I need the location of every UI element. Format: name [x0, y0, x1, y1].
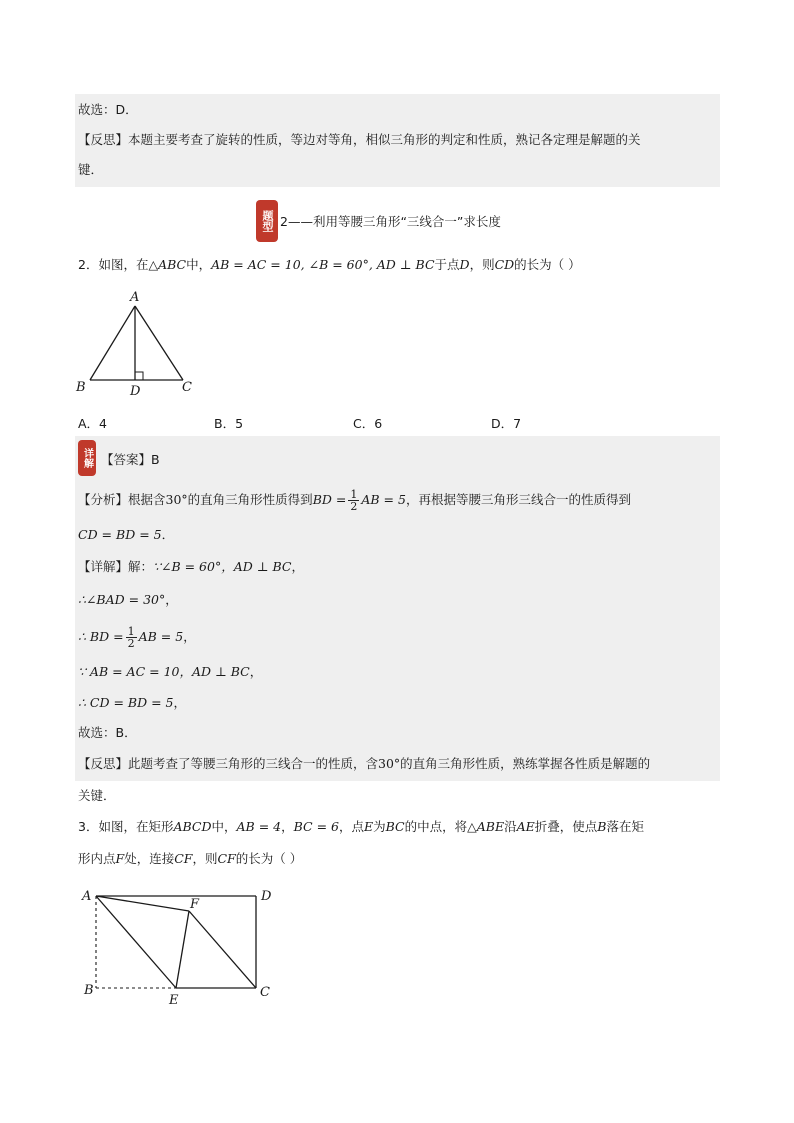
step-3 — [78, 663, 262, 681]
step-3-end: ， — [249, 664, 263, 679]
q2-text-b: 中， — [186, 257, 212, 272]
right-angle-mark — [135, 372, 143, 380]
q3-t7: 沿 — [504, 819, 517, 834]
q2-math-conditions: AB = AC = 10, ∠B = 60°, AD ⊥ BC — [211, 257, 435, 272]
segment-af — [96, 896, 189, 911]
analysis-text-b: 的直角三角形性质得到 — [187, 492, 313, 507]
answer-line: 【答案】B — [101, 452, 160, 467]
q2-text-e: 的长为（ ） — [514, 257, 581, 272]
q3-t10: 形内点 — [78, 851, 116, 866]
option-a: A．4 — [78, 416, 108, 431]
section-title: 2——利用等腰三角形“三线合一”求长度 — [280, 214, 501, 229]
top-reflection-line2: 键． — [78, 162, 104, 177]
top-answer: 故选：D． — [78, 102, 138, 117]
detail-math: ∵∠B = 60°，AD ⊥ BC — [153, 559, 292, 574]
q3-t2: 中， — [211, 819, 237, 834]
step-2-numerator: 1 — [127, 625, 135, 638]
detail-end: ， — [291, 559, 304, 574]
analysis-line1 — [78, 489, 631, 512]
step-2-fraction — [126, 626, 137, 649]
step-2-bd: ∴ BD = — [78, 629, 124, 644]
q2-math-triangle: △ABC — [148, 257, 187, 272]
reflection-2-line2: 关键． — [78, 788, 116, 803]
triangle-abc-figure — [70, 288, 210, 400]
q3-t12: ，则 — [192, 851, 218, 866]
side-ac — [135, 306, 183, 380]
option-c: C．6 — [353, 416, 383, 431]
reflection-2-deg: 30° — [378, 756, 401, 771]
analysis-line2 — [78, 526, 174, 544]
step-2 — [78, 626, 196, 649]
question-3-line2 — [78, 850, 302, 868]
analysis-ab: AB = 5 — [361, 492, 406, 507]
step-4-end: ， — [173, 695, 187, 710]
detail-line — [78, 558, 304, 576]
q3-m-cf: CF — [174, 851, 193, 866]
q3-m-cf2: CF — [217, 851, 236, 866]
q2-text-c: 于点 — [434, 257, 460, 272]
q2-text-a: 2．如图，在 — [78, 257, 149, 272]
analysis-end: ． — [161, 527, 175, 542]
question-type-badge — [256, 200, 278, 242]
step-4-math: ∴ CD = BD = 5 — [78, 695, 174, 710]
q2-text-d: ，则 — [469, 257, 495, 272]
q3-t13: 的长为（ ） — [235, 851, 303, 866]
q3-m-bc: BC — [385, 819, 405, 834]
q3-m-ae: AE — [516, 819, 535, 834]
option-d: D．7 — [491, 416, 522, 431]
step-2-end: ， — [183, 629, 196, 644]
step-3-math: ∵ AB = AC = 10，AD ⊥ BC — [78, 664, 250, 679]
segment-fc — [189, 911, 256, 988]
detail-badge — [78, 440, 96, 476]
step-4 — [78, 694, 186, 712]
side-ab — [90, 306, 135, 380]
label-c: C — [260, 985, 270, 1000]
label-b: B — [76, 380, 86, 395]
analysis-fraction — [348, 489, 359, 512]
q3-t9: 落在矩 — [606, 819, 644, 834]
q3-m-abcd: ABCD — [173, 819, 212, 834]
q3-t11: 处，连接 — [124, 851, 175, 866]
label-e: E — [169, 993, 179, 1008]
analysis-text-c: ，再根据等腰三角形三线合一的性质得到 — [405, 492, 631, 507]
reflection-2-line1 — [78, 755, 650, 773]
reflection-2-text-a: 【反思】此题考查了等腰三角形的三线合一的性质，含 — [78, 756, 379, 771]
analysis-bd: BD = — [312, 492, 347, 507]
step-1-end: ， — [165, 592, 178, 607]
step-2-ab: AB = 5 — [138, 629, 184, 644]
detail-text: 【详解】解： — [78, 559, 154, 574]
analysis-text-a: 【分析】根据含 — [78, 492, 166, 507]
label-a: A — [130, 290, 140, 305]
q3-m-b: B — [597, 819, 607, 834]
q3-t6: 的中点，将 — [404, 819, 468, 834]
label-d: D — [261, 889, 272, 904]
rectangle-abcd-figure — [78, 882, 288, 1012]
q2-math-d: D — [459, 257, 470, 272]
q3-m-e: E — [364, 819, 374, 834]
q3-t8: 折叠，使点 — [534, 819, 598, 834]
q3-t5: 为 — [373, 819, 386, 834]
q3-m-ab: AB = 4 — [236, 819, 282, 834]
q3-m-abe: △ABE — [467, 819, 505, 834]
segment-fe — [176, 911, 189, 988]
top-reflection-line1: 【反思】本题主要考查了旋转的性质，等边对等角，相似三角形的判定和性质，熟记各定理是解题的关 — [78, 132, 641, 147]
label-b: B — [84, 983, 94, 998]
badge-text: 题型 — [261, 210, 274, 232]
q3-t4: ，点 — [338, 819, 364, 834]
analysis-deg: 30° — [165, 492, 188, 507]
label-a: A — [82, 889, 92, 904]
q3-t1: 3．如图，在矩形 — [78, 819, 174, 834]
fraction-denominator: 2 — [350, 500, 358, 513]
detail-badge-text: 详解 — [81, 448, 93, 468]
step-2-denominator: 2 — [127, 637, 135, 650]
q3-m-f: F — [115, 851, 125, 866]
reflection-2-text-b: 的直角三角形性质，熟练掌握各性质是解题的 — [400, 756, 651, 771]
label-f: F — [190, 897, 200, 912]
option-b: B．5 — [214, 416, 244, 431]
q2-math-cd: CD — [494, 257, 515, 272]
q3-t3: ， — [281, 819, 294, 834]
label-c: C — [182, 380, 192, 395]
step-1 — [78, 591, 178, 609]
question-3-line1 — [78, 818, 644, 836]
analysis-cd: CD = BD = 5 — [78, 527, 162, 542]
step-1-math: ∴∠BAD = 30° — [78, 592, 166, 607]
segment-ae — [96, 896, 176, 988]
label-d: D — [130, 384, 141, 399]
solution-2-choice: 故选：B． — [78, 725, 137, 740]
fraction-numerator: 1 — [350, 488, 358, 501]
question-2-text — [78, 256, 581, 274]
q3-m-bc6: BC = 6 — [293, 819, 339, 834]
